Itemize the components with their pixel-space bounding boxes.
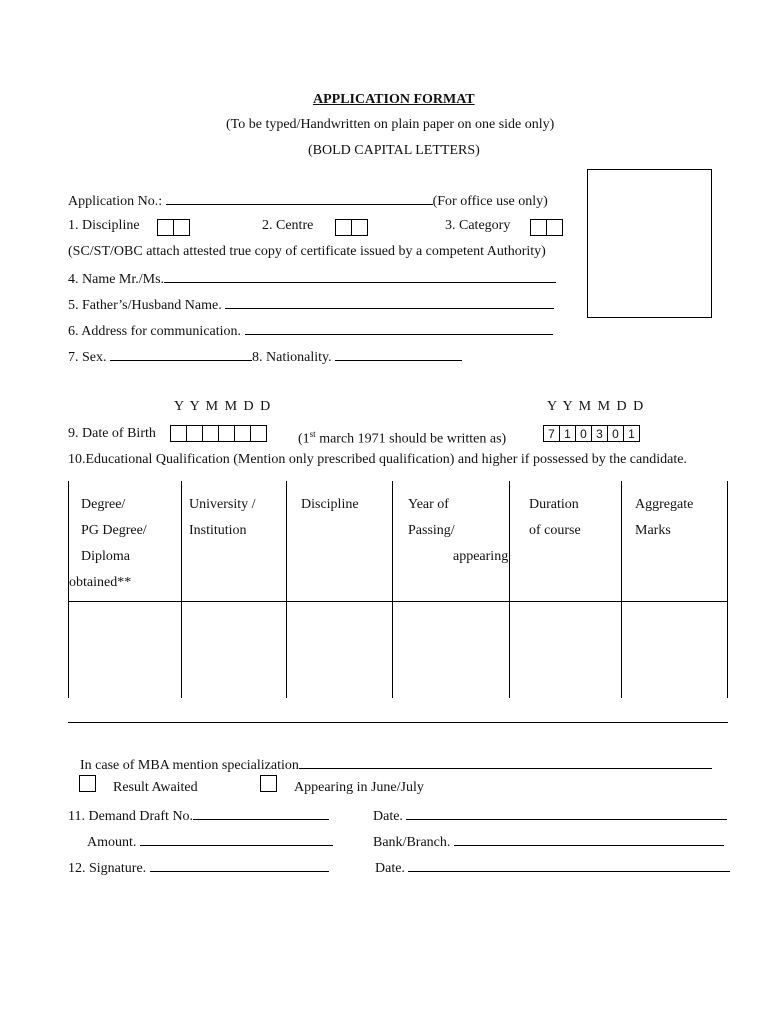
dob-note-suffix: march 1971 should be written as) (315, 431, 507, 447)
bank-field[interactable] (454, 832, 724, 846)
table-header-row (69, 481, 728, 601)
appearing-label: Appearing in June/July (294, 780, 424, 795)
form-subtitle-bold: (BOLD CAPITAL LETTERS) (308, 143, 480, 158)
col-discipline-line: Discipline (301, 497, 359, 512)
dob-boxes[interactable] (170, 425, 267, 442)
address-field[interactable] (245, 321, 553, 335)
nationality-label: 8. Nationality. (252, 350, 332, 365)
dob-box[interactable] (218, 425, 235, 442)
col-year-line: Passing/ (408, 523, 455, 538)
signature-date-row (375, 858, 730, 877)
col-duration-line: Duration (529, 497, 579, 512)
address-row (68, 321, 553, 340)
dob-box[interactable] (202, 425, 219, 442)
bank-label: Bank/Branch. (373, 835, 451, 850)
photo-box[interactable] (587, 169, 712, 318)
dob-note-prefix: (1 (298, 431, 310, 447)
form-subtitle: (To be typed/Handwritten on plain paper on one side only) (226, 117, 555, 132)
col-aggregate-line: Aggregate (635, 497, 694, 512)
application-no-note: (For office use only) (432, 194, 548, 209)
col-university-header (182, 481, 287, 601)
col-year-header (393, 481, 510, 601)
col-degree-line: PG Degree/ (81, 523, 147, 538)
dob-example-digit: 1 (559, 425, 576, 442)
section-divider (68, 722, 728, 723)
address-label: 6. Address for communication. (68, 324, 242, 339)
dd-date-label: Date. (373, 809, 403, 824)
appearing-checkbox[interactable] (260, 775, 277, 792)
col-degree-line: obtained** (69, 575, 132, 590)
signature-row (68, 858, 329, 877)
mba-row (80, 755, 712, 774)
centre-box[interactable] (335, 219, 352, 236)
signature-date-label: Date. (375, 861, 405, 876)
dob-box[interactable] (170, 425, 187, 442)
dd-number-field[interactable] (193, 806, 329, 820)
discipline-box[interactable] (173, 219, 190, 236)
dob-note (298, 426, 506, 448)
dd-row (68, 806, 329, 825)
dob-label: 9. Date of Birth (68, 426, 156, 441)
amount-field[interactable] (140, 832, 333, 846)
col-aggregate-line: Marks (635, 523, 671, 538)
dob-example-digit: 7 (543, 425, 560, 442)
dob-example-digit: 3 (591, 425, 608, 442)
col-year-line: appearing (453, 549, 509, 564)
table-cell[interactable] (69, 601, 182, 698)
table-cell[interactable] (287, 601, 393, 698)
col-duration-header (510, 481, 622, 601)
discipline-label: 1. Discipline (68, 218, 140, 233)
sex-field[interactable] (110, 347, 252, 361)
application-no-label: Application No.: (68, 194, 163, 209)
certificate-note: (SC/ST/OBC attach attested true copy of certificate issued by a competent Authority) (68, 244, 546, 259)
centre-boxes[interactable] (335, 219, 368, 236)
category-label: 3. Category (445, 218, 511, 233)
education-label: 10.Educational Qualification (Mention only prescribed qualification) and higher if possessed by the candidate. (68, 452, 687, 467)
signature-field[interactable] (150, 858, 329, 872)
application-no-field[interactable] (166, 191, 433, 205)
amount-label: Amount. (87, 835, 137, 850)
dob-example-digit: 1 (623, 425, 640, 442)
centre-label: 2. Centre (262, 218, 314, 233)
col-degree-line: Degree/ (81, 497, 126, 512)
dob-example-boxes (543, 425, 640, 442)
dob-example-digit: 0 (575, 425, 592, 442)
dob-box[interactable] (234, 425, 251, 442)
col-university-line: Institution (189, 523, 247, 538)
mba-specialization-field[interactable] (299, 755, 712, 769)
bank-row (373, 832, 724, 851)
col-discipline-header (287, 481, 393, 601)
centre-box[interactable] (351, 219, 368, 236)
form-title: APPLICATION FORMAT (313, 92, 475, 107)
amount-row (87, 832, 333, 851)
nationality-field[interactable] (335, 347, 462, 361)
table-cell[interactable] (622, 601, 728, 698)
name-row (68, 269, 556, 288)
dd-date-field[interactable] (406, 806, 727, 820)
table-row (69, 601, 728, 698)
discipline-box[interactable] (157, 219, 174, 236)
dob-note-sup: st (309, 429, 316, 439)
col-degree-header (69, 481, 182, 601)
table-cell[interactable] (182, 601, 287, 698)
result-awaited-checkbox[interactable] (79, 775, 96, 792)
mba-label: In case of MBA mention specialization (80, 758, 299, 773)
discipline-boxes[interactable] (157, 219, 190, 236)
dd-date-row (373, 806, 727, 825)
signature-label: 12. Signature. (68, 861, 147, 876)
signature-date-field[interactable] (408, 858, 730, 872)
category-box[interactable] (546, 219, 563, 236)
date-format-example-hint: Y Y M M D D (547, 399, 644, 414)
name-label: 4. Name Mr./Ms. (68, 272, 165, 287)
category-box[interactable] (530, 219, 547, 236)
application-no-row (68, 191, 548, 210)
dob-box[interactable] (250, 425, 267, 442)
dob-box[interactable] (186, 425, 203, 442)
sex-nationality-row (68, 347, 462, 366)
father-name-field[interactable] (225, 295, 554, 309)
sex-label: 7. Sex. (68, 350, 107, 365)
result-awaited-label: Result Awaited (113, 780, 198, 795)
col-aggregate-header (622, 481, 728, 601)
father-name-label: 5. Father’s/Husband Name. (68, 298, 222, 313)
table-cell[interactable] (393, 601, 510, 698)
col-university-line: University / (189, 497, 256, 512)
dob-example-digit: 0 (607, 425, 624, 442)
education-table (68, 481, 728, 698)
father-name-row (68, 295, 554, 314)
name-field[interactable] (164, 269, 556, 283)
col-year-line: Year of (408, 497, 449, 512)
dd-label: 11. Demand Draft No. (68, 809, 194, 824)
category-boxes[interactable] (530, 219, 563, 236)
col-duration-line: of course (529, 523, 581, 538)
date-format-hint: Y Y M M D D (174, 399, 271, 414)
table-cell[interactable] (510, 601, 622, 698)
col-degree-line: Diploma (81, 549, 130, 564)
